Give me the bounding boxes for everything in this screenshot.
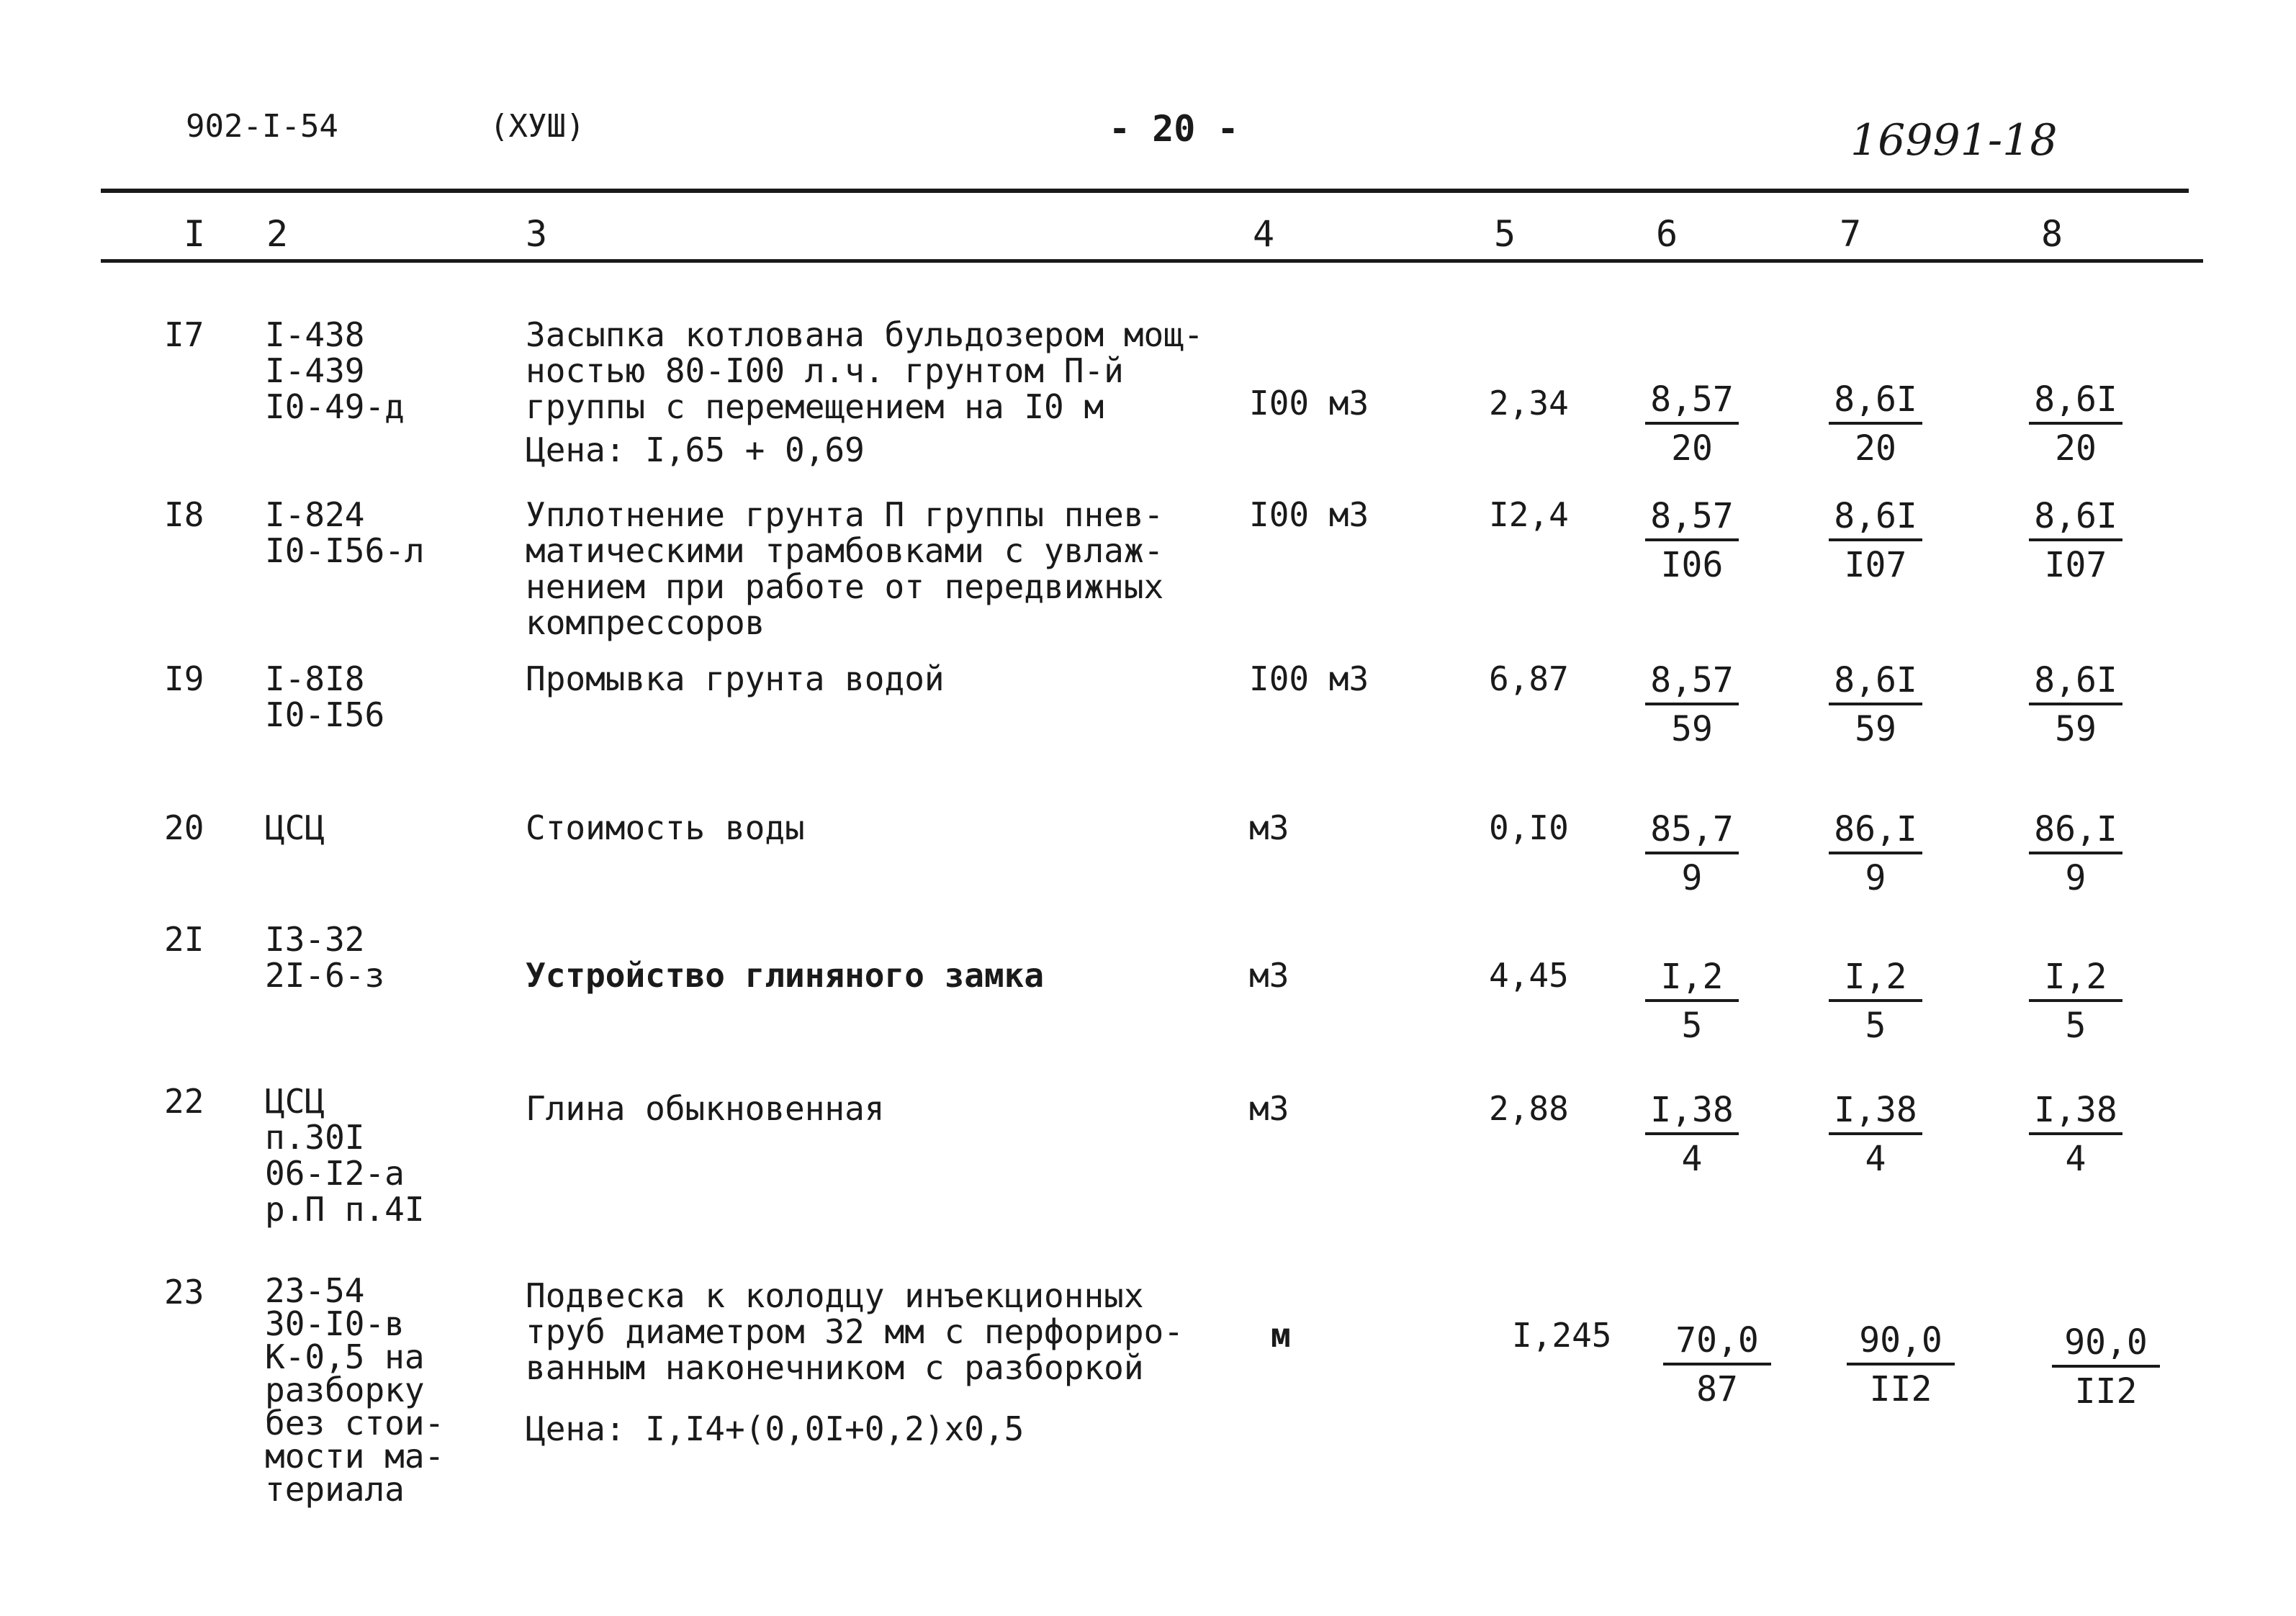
row-number: 22 — [164, 1082, 204, 1121]
fraction-numerator: 8,57 — [1645, 497, 1739, 541]
code-line: без стои- — [265, 1404, 445, 1443]
row-number: I9 — [164, 659, 204, 698]
fraction-numerator: 70,0 — [1663, 1321, 1771, 1366]
code-line: р.П п.4I — [265, 1190, 425, 1229]
fraction-denominator: 5 — [1865, 1006, 1886, 1046]
code-line: I-439 — [265, 351, 365, 390]
row-codes — [265, 497, 425, 569]
desc-line: группы с перемещением на I0 м — [526, 387, 1104, 426]
col-header-5: 5 — [1494, 213, 1516, 255]
col-header-8: 8 — [2041, 213, 2063, 255]
fraction-numerator: 8,6I — [1829, 497, 1922, 541]
fraction-denominator: 5 — [2065, 1006, 2086, 1046]
fraction-numerator: 86,I — [2029, 810, 2122, 854]
code-line: I3-32 — [265, 920, 365, 959]
fraction-numerator: 90,0 — [1847, 1321, 1955, 1366]
fraction-denominator: 4 — [1681, 1139, 1703, 1179]
price-fraction-col8 — [2029, 810, 2122, 898]
price-fraction-col7 — [1829, 1091, 1922, 1178]
fraction-numerator: 8,6I — [2029, 380, 2122, 425]
fraction-denominator: 5 — [1681, 1006, 1703, 1046]
price-fraction-col6 — [1645, 957, 1739, 1045]
code-line: I-438 — [265, 315, 365, 354]
fraction-numerator: I,2 — [1829, 957, 1922, 1002]
code-line: териала — [265, 1470, 405, 1509]
fraction-numerator: I,38 — [2029, 1091, 2122, 1135]
code-line: I-824 — [265, 495, 365, 534]
price-fraction-col6 — [1645, 661, 1739, 749]
price-fraction-col6 — [1645, 1091, 1739, 1178]
price-fraction-col6 — [1663, 1321, 1771, 1409]
row-codes — [265, 1271, 445, 1509]
fraction-denominator: 4 — [2065, 1139, 2086, 1179]
price-fraction-col8 — [2029, 1091, 2122, 1178]
fraction-denominator: 59 — [1855, 709, 1896, 749]
row-number: 20 — [164, 808, 204, 847]
code-line: разборку — [265, 1371, 425, 1409]
fraction-denominator: 4 — [1865, 1139, 1886, 1179]
header-rule — [101, 189, 2189, 193]
row-number: 2I — [164, 920, 204, 959]
fraction-numerator: 90,0 — [2052, 1323, 2160, 1368]
row-codes — [265, 317, 405, 425]
fraction-numerator: 85,7 — [1645, 810, 1739, 854]
price-fraction-col7 — [1847, 1321, 1955, 1409]
price-fraction-col8 — [2029, 957, 2122, 1045]
code-line: 06-I2-а — [265, 1154, 405, 1193]
row-number: I8 — [164, 495, 204, 534]
fraction-denominator: 20 — [1671, 428, 1713, 469]
row-number: I7 — [164, 315, 204, 354]
code-line: К-0,5 на — [265, 1337, 425, 1376]
row-codes — [265, 1083, 425, 1227]
code-line: 23-54 — [265, 1271, 365, 1310]
quantity: I,245 — [1512, 1316, 1612, 1355]
code-line: п.30I — [265, 1118, 365, 1157]
stamp-number: 16991-18 — [1850, 115, 2058, 166]
fraction-numerator: 8,6I — [1829, 380, 1922, 425]
price-fraction-col7 — [1829, 661, 1922, 749]
quantity: 0,I0 — [1489, 808, 1569, 847]
quantity: 2,88 — [1489, 1089, 1569, 1128]
col-header-3: 3 — [526, 213, 548, 255]
price-fraction-col8 — [2029, 497, 2122, 584]
fraction-denominator: II2 — [1869, 1369, 1932, 1409]
row-number: 23 — [164, 1273, 204, 1312]
row-description — [526, 497, 1163, 641]
price-fraction-col6 — [1645, 380, 1739, 468]
fraction-denominator: 20 — [1855, 428, 1896, 469]
code-line: I0-49-д — [265, 387, 405, 426]
page-number: - 20 - — [1109, 108, 1239, 150]
quantity: 6,87 — [1489, 659, 1569, 698]
price-formula: Цена: I,I4+(0,0I+0,2)х0,5 — [526, 1409, 1025, 1448]
code-line: 2I-6-з — [265, 956, 385, 995]
row-description — [526, 810, 805, 846]
fraction-numerator: 8,57 — [1645, 661, 1739, 705]
unit: I00 м3 — [1249, 495, 1369, 534]
col-header-1: I — [184, 213, 206, 255]
desc-line: Стоимость воды — [526, 808, 805, 847]
row-description — [526, 1091, 885, 1127]
col-header-4: 4 — [1253, 213, 1275, 255]
fraction-denominator: 59 — [1671, 709, 1713, 749]
unit: м3 — [1249, 1089, 1289, 1128]
desc-line: Глина обыкновенная — [526, 1089, 885, 1128]
unit: м3 — [1249, 956, 1289, 995]
price-fraction-col7 — [1829, 497, 1922, 584]
quantity: 4,45 — [1489, 956, 1569, 995]
fraction-denominator: 9 — [1681, 858, 1703, 898]
fraction-denominator: 87 — [1696, 1369, 1738, 1409]
fraction-numerator: 8,6I — [2029, 661, 2122, 705]
fraction-denominator: I07 — [2044, 545, 2107, 585]
fraction-numerator: I,38 — [1645, 1091, 1739, 1135]
desc-line: ванным наконечником с разборкой — [526, 1348, 1144, 1387]
price-fraction-col7 — [1829, 380, 1922, 468]
quantity: 2,34 — [1489, 384, 1569, 423]
desc-line: ностью 80-I00 л.ч. грунтом П-й — [526, 351, 1124, 390]
fraction-numerator: 86,I — [1829, 810, 1922, 854]
row-description — [526, 957, 1044, 993]
fraction-denominator: I07 — [1844, 545, 1907, 585]
code-line: I0-I56 — [265, 695, 385, 734]
fraction-denominator: 59 — [2055, 709, 2097, 749]
price-fraction-col7 — [1829, 957, 1922, 1045]
unit: I00 м3 — [1249, 659, 1369, 698]
col-header-7: 7 — [1840, 213, 1862, 255]
fraction-numerator: 8,6I — [1829, 661, 1922, 705]
fraction-denominator: 20 — [2055, 428, 2097, 469]
price-fraction-col6 — [1645, 810, 1739, 898]
desc-line: труб диаметром 32 мм с перфориро- — [526, 1312, 1184, 1351]
row-description — [526, 317, 1204, 425]
col-header-6: 6 — [1656, 213, 1678, 255]
price-fraction-col7 — [1829, 810, 1922, 898]
quantity: I2,4 — [1489, 495, 1569, 534]
price-fraction-col8 — [2029, 380, 2122, 468]
code-line: ЦСЦ — [265, 1082, 325, 1121]
price-fraction-col8 — [2052, 1323, 2160, 1411]
fraction-denominator: 9 — [2065, 858, 2086, 898]
doc-code: 902-I-54 — [186, 108, 338, 145]
column-header-rule — [101, 259, 2203, 263]
unit: м — [1271, 1316, 1291, 1355]
price-fraction-col6 — [1645, 497, 1739, 584]
col-header-2: 2 — [266, 213, 289, 255]
code-line: I-8I8 — [265, 659, 365, 698]
unit: I00 м3 — [1249, 384, 1369, 423]
fraction-denominator: 9 — [1865, 858, 1886, 898]
code-line: мости ма- — [265, 1437, 445, 1476]
fraction-numerator: 8,57 — [1645, 380, 1739, 425]
fraction-numerator: I,2 — [1645, 957, 1739, 1002]
fraction-numerator: I,38 — [1829, 1091, 1922, 1135]
desc-line: Устройство глиняного замка — [526, 956, 1045, 995]
desc-line: Подвеска к колодцу инъекционных — [526, 1276, 1144, 1315]
price-formula: Цена: I,65 + 0,69 — [526, 430, 865, 469]
desc-line: Промывка грунта водой — [526, 659, 945, 698]
desc-line: компрессоров — [526, 603, 765, 642]
row-codes — [265, 810, 325, 846]
fraction-denominator: II2 — [2074, 1371, 2138, 1412]
fraction-numerator: I,2 — [2029, 957, 2122, 1002]
fraction-denominator: I06 — [1660, 545, 1724, 585]
unit: м3 — [1249, 808, 1289, 847]
desc-line: Уплотнение грунта П группы пнев- — [526, 495, 1164, 534]
desc-line: матическими трамбовками с увлаж- — [526, 531, 1164, 570]
code-line: 30-I0-в — [265, 1304, 405, 1343]
price-fraction-col8 — [2029, 661, 2122, 749]
desc-line: Засыпка котлована бульдозером мощ- — [526, 315, 1204, 354]
section-label: (ХУШ) — [490, 108, 585, 145]
row-description — [526, 1278, 1184, 1386]
fraction-numerator: 8,6I — [2029, 497, 2122, 541]
row-codes — [265, 921, 384, 993]
code-line: I0-I56-л — [265, 531, 425, 570]
code-line: ЦСЦ — [265, 808, 325, 847]
row-codes — [265, 661, 384, 733]
desc-line: нением при работе от передвижных — [526, 567, 1164, 606]
row-description — [526, 661, 945, 697]
